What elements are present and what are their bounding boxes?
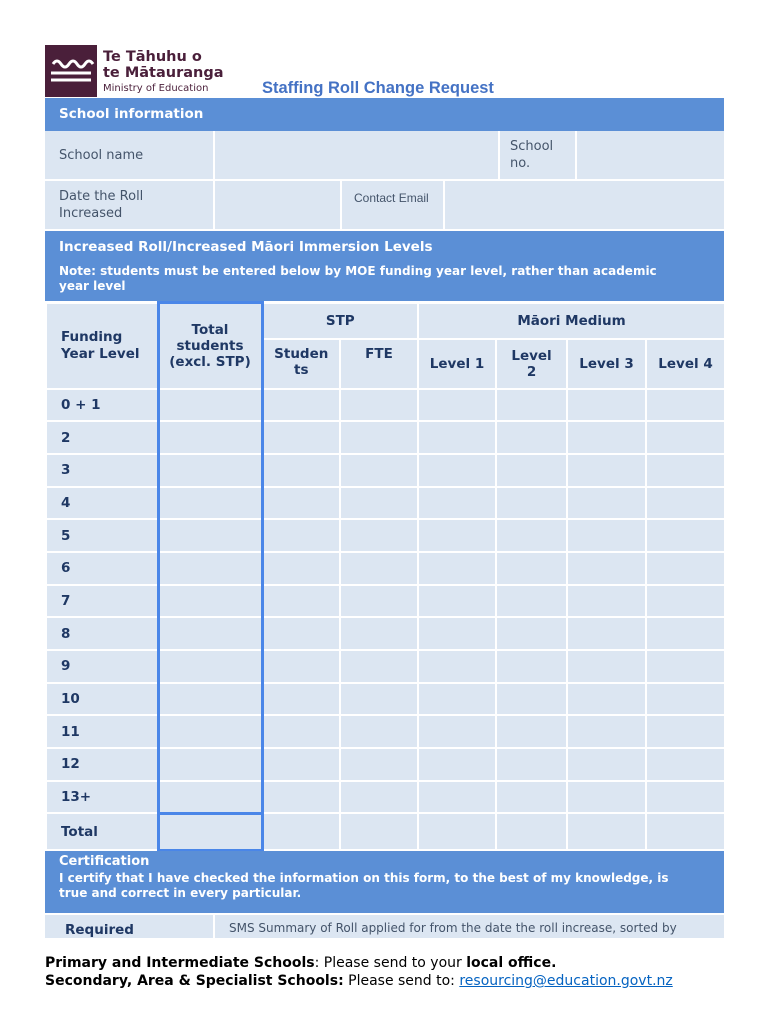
students-cell[interactable] <box>262 421 340 454</box>
school-no-label-1: School <box>510 139 554 154</box>
students-cell[interactable] <box>262 552 340 585</box>
total-students-cell[interactable] <box>158 552 262 585</box>
school-no-field[interactable] <box>577 131 724 179</box>
level-3-cell[interactable] <box>567 781 646 814</box>
school-name-row <box>45 131 724 181</box>
total-students-cell[interactable] <box>158 781 262 814</box>
level-2-cell[interactable] <box>496 585 567 618</box>
level-1-cell[interactable] <box>418 519 496 552</box>
footer-secondary-label: Secondary, Area & Specialist Schools: <box>45 973 344 989</box>
level-2-cell[interactable] <box>496 487 567 520</box>
footer-local-office: local office. <box>466 955 557 971</box>
certification-text-2: true and correct in every particular. <box>59 886 302 900</box>
ministry-logo <box>45 45 230 97</box>
total-level-2-cell[interactable] <box>496 813 567 850</box>
students-cell[interactable] <box>262 585 340 618</box>
level-1-cell[interactable] <box>418 650 496 683</box>
total-cell[interactable] <box>158 813 262 850</box>
level-1-cell[interactable] <box>418 552 496 585</box>
footer-line-1 <box>45 955 556 971</box>
footer-line-2 <box>45 973 673 989</box>
year-level-label: 12 <box>46 748 158 781</box>
footer-primary-text: : Please send to your <box>314 955 467 971</box>
total-header-3: (excl. STP) <box>169 353 251 370</box>
total-students-cell[interactable] <box>158 389 262 422</box>
level-4-cell[interactable] <box>646 454 725 487</box>
table-row <box>46 617 725 650</box>
level-4-cell[interactable] <box>646 552 725 585</box>
year-level-label: 6 <box>46 552 158 585</box>
certification-text <box>59 871 669 901</box>
level-1-cell[interactable] <box>418 748 496 781</box>
level-1-cell[interactable] <box>418 683 496 716</box>
table-row <box>46 781 725 814</box>
fte-cell[interactable] <box>340 389 418 422</box>
level-1-cell[interactable] <box>418 715 496 748</box>
year-level-label: 3 <box>46 454 158 487</box>
level-3-cell[interactable] <box>567 389 646 422</box>
students-cell[interactable] <box>262 683 340 716</box>
table-row <box>46 421 725 454</box>
students-cell[interactable] <box>262 781 340 814</box>
logo-line-2: te Mātauranga <box>103 65 224 81</box>
year-level-label: 5 <box>46 519 158 552</box>
total-header-2: students <box>176 337 244 354</box>
contact-email-field[interactable] <box>445 181 724 229</box>
year-level-label: 4 <box>46 487 158 520</box>
year-level-label: 11 <box>46 715 158 748</box>
total-students-cell[interactable] <box>158 585 262 618</box>
level-3-cell[interactable] <box>567 650 646 683</box>
total-students-cell[interactable] <box>158 617 262 650</box>
level-3-header: Level 3 <box>567 339 646 389</box>
level-4-cell[interactable] <box>646 650 725 683</box>
total-students-cell[interactable] <box>158 650 262 683</box>
date-field[interactable] <box>215 181 342 229</box>
funding-year-header-2: Year Level <box>61 345 140 362</box>
total-level-4-cell[interactable] <box>646 813 725 850</box>
level-2-header <box>496 339 567 389</box>
level-4-cell[interactable] <box>646 519 725 552</box>
certification-section <box>45 851 724 913</box>
level-1-cell[interactable] <box>418 454 496 487</box>
level-3-cell[interactable] <box>567 617 646 650</box>
fte-cell[interactable] <box>340 650 418 683</box>
funding-year-header-1: Funding <box>61 328 123 345</box>
level-4-cell[interactable] <box>646 617 725 650</box>
level-2-cell[interactable] <box>496 683 567 716</box>
level-4-cell[interactable] <box>646 683 725 716</box>
school-name-field[interactable] <box>215 131 500 179</box>
school-name-label: School name <box>59 148 144 163</box>
total-students-cell[interactable] <box>158 487 262 520</box>
level-2-cell[interactable] <box>496 650 567 683</box>
fte-cell[interactable] <box>340 454 418 487</box>
logo-line-1: Te Tāhuhu o <box>103 49 202 65</box>
required-label: Required <box>65 922 134 938</box>
level-2-cell[interactable] <box>496 421 567 454</box>
fte-cell[interactable] <box>340 781 418 814</box>
level-1-cell[interactable] <box>418 781 496 814</box>
certification-text-1: I certify that I have checked the information on this form, to the best of my knowledge, is <box>59 871 669 885</box>
fte-header: FTE <box>340 339 418 389</box>
students-header-1: Studen <box>274 345 329 362</box>
level-3-cell[interactable] <box>567 715 646 748</box>
level-4-cell[interactable] <box>646 715 725 748</box>
students-cell[interactable] <box>262 454 340 487</box>
year-level-label: 2 <box>46 421 158 454</box>
table-row <box>46 683 725 716</box>
date-row <box>45 181 724 231</box>
students-cell[interactable] <box>262 389 340 422</box>
students-cell[interactable] <box>262 617 340 650</box>
table-row <box>46 389 725 422</box>
fte-cell[interactable] <box>340 487 418 520</box>
level-1-cell[interactable] <box>418 585 496 618</box>
year-level-label: 7 <box>46 585 158 618</box>
waves-logo-icon <box>45 45 97 97</box>
table-row <box>46 454 725 487</box>
students-header-2: ts <box>294 361 309 378</box>
table-row <box>46 585 725 618</box>
increased-note-line-2: year level <box>59 279 126 293</box>
level-3-cell[interactable] <box>567 552 646 585</box>
school-no-label-2: no. <box>510 156 531 171</box>
level-4-cell[interactable] <box>646 781 725 814</box>
students-cell[interactable] <box>262 715 340 748</box>
footer-primary-label: Primary and Intermediate Schools <box>45 955 315 971</box>
level-3-cell[interactable] <box>567 748 646 781</box>
year-level-label: 8 <box>46 617 158 650</box>
total-row-label: Total <box>46 813 158 850</box>
total-students-cell[interactable] <box>262 813 340 850</box>
level-2-cell[interactable] <box>496 748 567 781</box>
increased-roll-heading: Increased Roll/Increased Māori Immersion Levels <box>59 239 433 255</box>
table-row <box>46 552 725 585</box>
total-students-cell[interactable] <box>158 715 262 748</box>
increased-note <box>59 264 657 294</box>
students-cell[interactable] <box>262 487 340 520</box>
students-cell[interactable] <box>262 748 340 781</box>
level-2-cell[interactable] <box>496 715 567 748</box>
level-4-cell[interactable] <box>646 487 725 520</box>
total-header-1: Total <box>191 321 229 338</box>
fte-cell[interactable] <box>340 519 418 552</box>
required-row <box>45 913 724 940</box>
table-row <box>46 519 725 552</box>
students-header <box>262 339 340 389</box>
stp-header: STP <box>262 303 418 339</box>
level-2-header-1: Level <box>511 347 552 364</box>
fte-cell[interactable] <box>340 585 418 618</box>
table-row <box>46 487 725 520</box>
level-4-header: Level 4 <box>646 339 725 389</box>
fte-cell[interactable] <box>340 552 418 585</box>
resourcing-email-link[interactable]: resourcing@education.govt.nz <box>459 973 673 989</box>
table-row <box>46 650 725 683</box>
total-students-cell[interactable] <box>158 748 262 781</box>
total-level-3-cell[interactable] <box>567 813 646 850</box>
total-level-1-cell[interactable] <box>418 813 496 850</box>
level-3-cell[interactable] <box>567 421 646 454</box>
level-3-cell[interactable] <box>567 519 646 552</box>
level-3-cell[interactable] <box>567 454 646 487</box>
fte-cell[interactable] <box>340 421 418 454</box>
required-text: SMS Summary of Roll applied for from the date the roll increase, sorted by <box>229 921 677 935</box>
students-cell[interactable] <box>262 650 340 683</box>
total-row <box>46 813 725 850</box>
level-4-cell[interactable] <box>646 389 725 422</box>
table-row <box>46 715 725 748</box>
level-3-cell[interactable] <box>567 487 646 520</box>
certification-heading: Certification <box>59 854 150 869</box>
maori-medium-header: Māori Medium <box>418 303 725 339</box>
total-students-cell[interactable] <box>158 683 262 716</box>
level-2-cell[interactable] <box>496 519 567 552</box>
page-title: Staffing Roll Change Request <box>262 79 494 97</box>
students-cell[interactable] <box>262 519 340 552</box>
total-students-cell[interactable] <box>158 454 262 487</box>
total-students-cell[interactable] <box>158 421 262 454</box>
level-3-cell[interactable] <box>567 585 646 618</box>
level-1-cell[interactable] <box>418 617 496 650</box>
fte-cell[interactable] <box>340 715 418 748</box>
year-level-label: 10 <box>46 683 158 716</box>
level-4-cell[interactable] <box>646 421 725 454</box>
year-level-label: 0 + 1 <box>46 389 158 422</box>
total-fte-cell[interactable] <box>340 813 418 850</box>
date-label-2: Increased <box>59 206 123 221</box>
level-2-header-2: 2 <box>526 363 537 380</box>
level-2-cell[interactable] <box>496 617 567 650</box>
level-2-cell[interactable] <box>496 389 567 422</box>
level-2-cell[interactable] <box>496 552 567 585</box>
school-info-heading: School information <box>45 98 724 131</box>
fte-cell[interactable] <box>340 748 418 781</box>
year-level-label: 13+ <box>46 781 158 814</box>
level-2-cell[interactable] <box>496 781 567 814</box>
table-row <box>46 748 725 781</box>
fte-cell[interactable] <box>340 617 418 650</box>
level-1-cell[interactable] <box>418 389 496 422</box>
footer-secondary-text: Please send to: <box>343 973 460 989</box>
level-3-cell[interactable] <box>567 683 646 716</box>
level-4-cell[interactable] <box>646 585 725 618</box>
funding-year-header <box>46 303 158 389</box>
level-1-cell[interactable] <box>418 421 496 454</box>
roll-table <box>45 301 726 852</box>
total-students-header <box>158 303 262 389</box>
total-students-cell[interactable] <box>158 519 262 552</box>
logo-line-3: Ministry of Education <box>103 83 209 94</box>
level-2-cell[interactable] <box>496 454 567 487</box>
date-label-1: Date the Roll <box>59 189 144 204</box>
increased-note-line-1: Note: students must be entered below by MOE funding year level, rather than academic <box>59 264 657 278</box>
contact-email-label: Contact Email <box>354 191 429 205</box>
fte-cell[interactable] <box>340 683 418 716</box>
level-1-header: Level 1 <box>418 339 496 389</box>
level-1-cell[interactable] <box>418 487 496 520</box>
increased-roll-section <box>45 231 724 301</box>
level-4-cell[interactable] <box>646 748 725 781</box>
year-level-label: 9 <box>46 650 158 683</box>
